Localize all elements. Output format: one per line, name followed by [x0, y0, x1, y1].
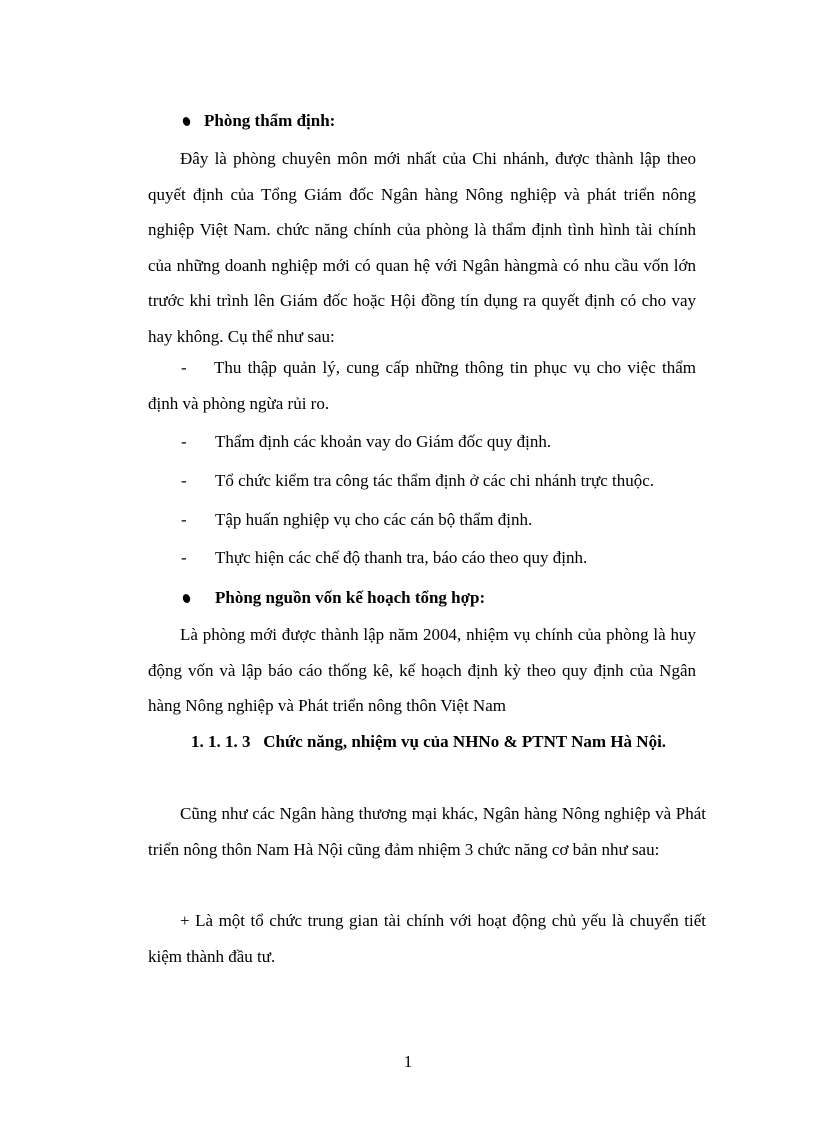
- page-number: 1: [403, 1052, 413, 1071]
- list-item: Tổ chức kiểm tra công tác thẩm định ở các chi nhánh trực thuộc.: [215, 471, 655, 490]
- section-heading-tham-dinh: Phòng thẩm định:: [204, 111, 336, 130]
- list-dash: -: [181, 358, 187, 377]
- list-item: Thực hiện các chế độ thanh tra, báo cáo theo quy định.: [215, 548, 588, 567]
- section2-paragraph: Là phòng mới được thành lập năm 2004, nhiệm vụ chính của phòng là huy động vốn và lập báo cáo thống kê, kế hoạch định kỳ theo quy định của Ngân hàng Nông nghiệp và Phát triển nông thôn Việt Nam: [148, 625, 696, 715]
- section-title-text: Chức năng, nhiệm vụ của NHNo & PTNT Nam Hà Nội.: [263, 732, 667, 751]
- list-item: Thu thập quản lý, cung cấp những thông tin phục vụ cho việc thẩm định và phòng ngừa rủi ro.: [148, 358, 696, 413]
- section-title: [148, 724, 708, 759]
- section-intro-paragraph: Đây là phòng chuyên môn mới nhất của Chi nhánh, được thành lập theo quyết định của Tổng Giám đốc Ngân hàng Nông nghiệp và phát triển nông nghiệp Việt Nam. chức năng chính của phòng là thẩm định tình hình tài chính của những doanh nghiệp mới có quan hệ với Ngân hàngmà có nhu cầu vốn lớn trước khi trình lên Giám đốc hoặc Hội đồng tín dụng ra quyết định có cho vay hay không. Cụ thể như sau:: [148, 149, 696, 346]
- list-dash: -: [181, 471, 187, 490]
- section3-intro-paragraph: Cũng như các Ngân hàng thương mại khác, Ngân hàng Nông nghiệp và Phát triển nông thôn Nam Hà Nội cũng đảm nhiệm 3 chức năng cơ bản như sau:: [148, 804, 706, 859]
- function-point-1: + Là một tổ chức trung gian tài chính với hoạt động chủ yếu là chuyển tiết kiệm thành đầu tư.: [148, 911, 706, 966]
- bullet-icon: [182, 593, 192, 604]
- list-item: Tập huấn nghiệp vụ cho các cán bộ thẩm định.: [215, 510, 533, 529]
- list-dash: -: [181, 432, 187, 451]
- section-heading-nguon-von: Phòng nguồn vốn kế hoạch tổng hợp:: [215, 588, 486, 607]
- list-item: Thẩm định các khoản vay do Giám đốc quy định.: [215, 432, 552, 451]
- bullet-icon: [182, 116, 192, 127]
- section-number: 1. 1. 1. 3: [191, 732, 251, 751]
- list-dash: -: [181, 548, 187, 567]
- list-dash: -: [181, 510, 187, 529]
